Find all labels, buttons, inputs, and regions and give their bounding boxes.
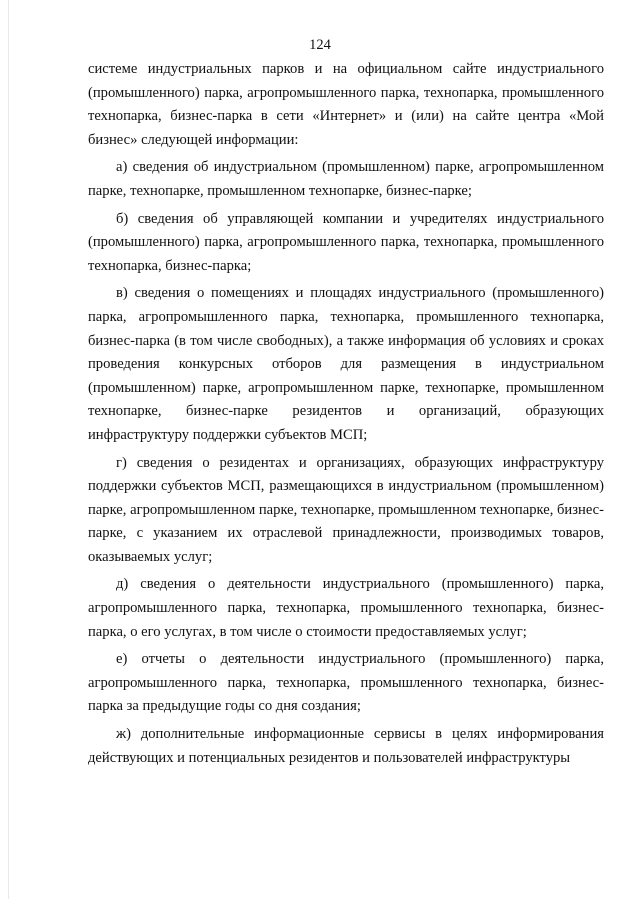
paragraph-item-e: е) отчеты о деятельности индустриального (промышленного) парка, агропромышленного парка, технопарка, промышленного технопарка, бизнес-парка за предыдущие годы со дня создания;: [88, 651, 604, 715]
paragraph-item-b: б) сведения об управляющей компании и учредителях индустриального (промышленного) парка, агропромышленного парка, технопарка, промышленного технопарка, бизнес-парка;: [88, 210, 604, 274]
page-number: 124: [309, 37, 331, 53]
paragraph-intro: системе индустриальных парков и на официальном сайте индустриального (промышленного) парка, агропромышленного парка, технопарка, промышленного технопарка, бизнес-парка в сети «Интернет» и (или) на сайте центра «Мой бизнес» следующей информации:: [88, 61, 604, 148]
paragraph-item-g: г) сведения о резидентах и организациях, образующих инфраструктуру поддержки субъектов МСП, размещающихся в индустриальном (промышленном) парке, агропромышленном парке, технопарке, промышленном технопарке, бизнес-парке, с указанием их отраслевой принадлежности, производимых товаров, оказываемых услуг;: [88, 454, 604, 565]
paragraph-item-d: д) сведения о деятельности индустриального (промышленного) парка, агропромышленного парка, технопарка, промышленного технопарка, бизнес-парка, о его услугах, в том числе о стоимости предоставляемых услуг;: [88, 576, 604, 640]
paragraph-item-v: в) сведения о помещениях и площадях индустриального (промышленного) парка, агропромышленного парка, технопарка, промышленного технопарка, бизнес-парка (в том числе свободных), а также информация об условиях и сроках проведения конкурсных отборов для размещения в индустриальном (промышленном) парке, агропромышленном парке, технопарке, промышленном технопарке, бизнес-парке резидентов и организаций, образующих инфраструктуру поддержки субъектов МСП;: [88, 285, 604, 443]
document-body: [88, 58, 604, 774]
paragraph-item-zh: ж) дополнительные информационные сервисы в целях информирования действующих и потенциальных резидентов и пользователей инфраструктуры: [88, 726, 604, 766]
paragraph-item-a: а) сведения об индустриальном (промышленном) парке, агропромышленном парке, технопарке, промышленном технопарке, бизнес-парке;: [88, 159, 604, 199]
page-edge-line: [8, 0, 9, 899]
